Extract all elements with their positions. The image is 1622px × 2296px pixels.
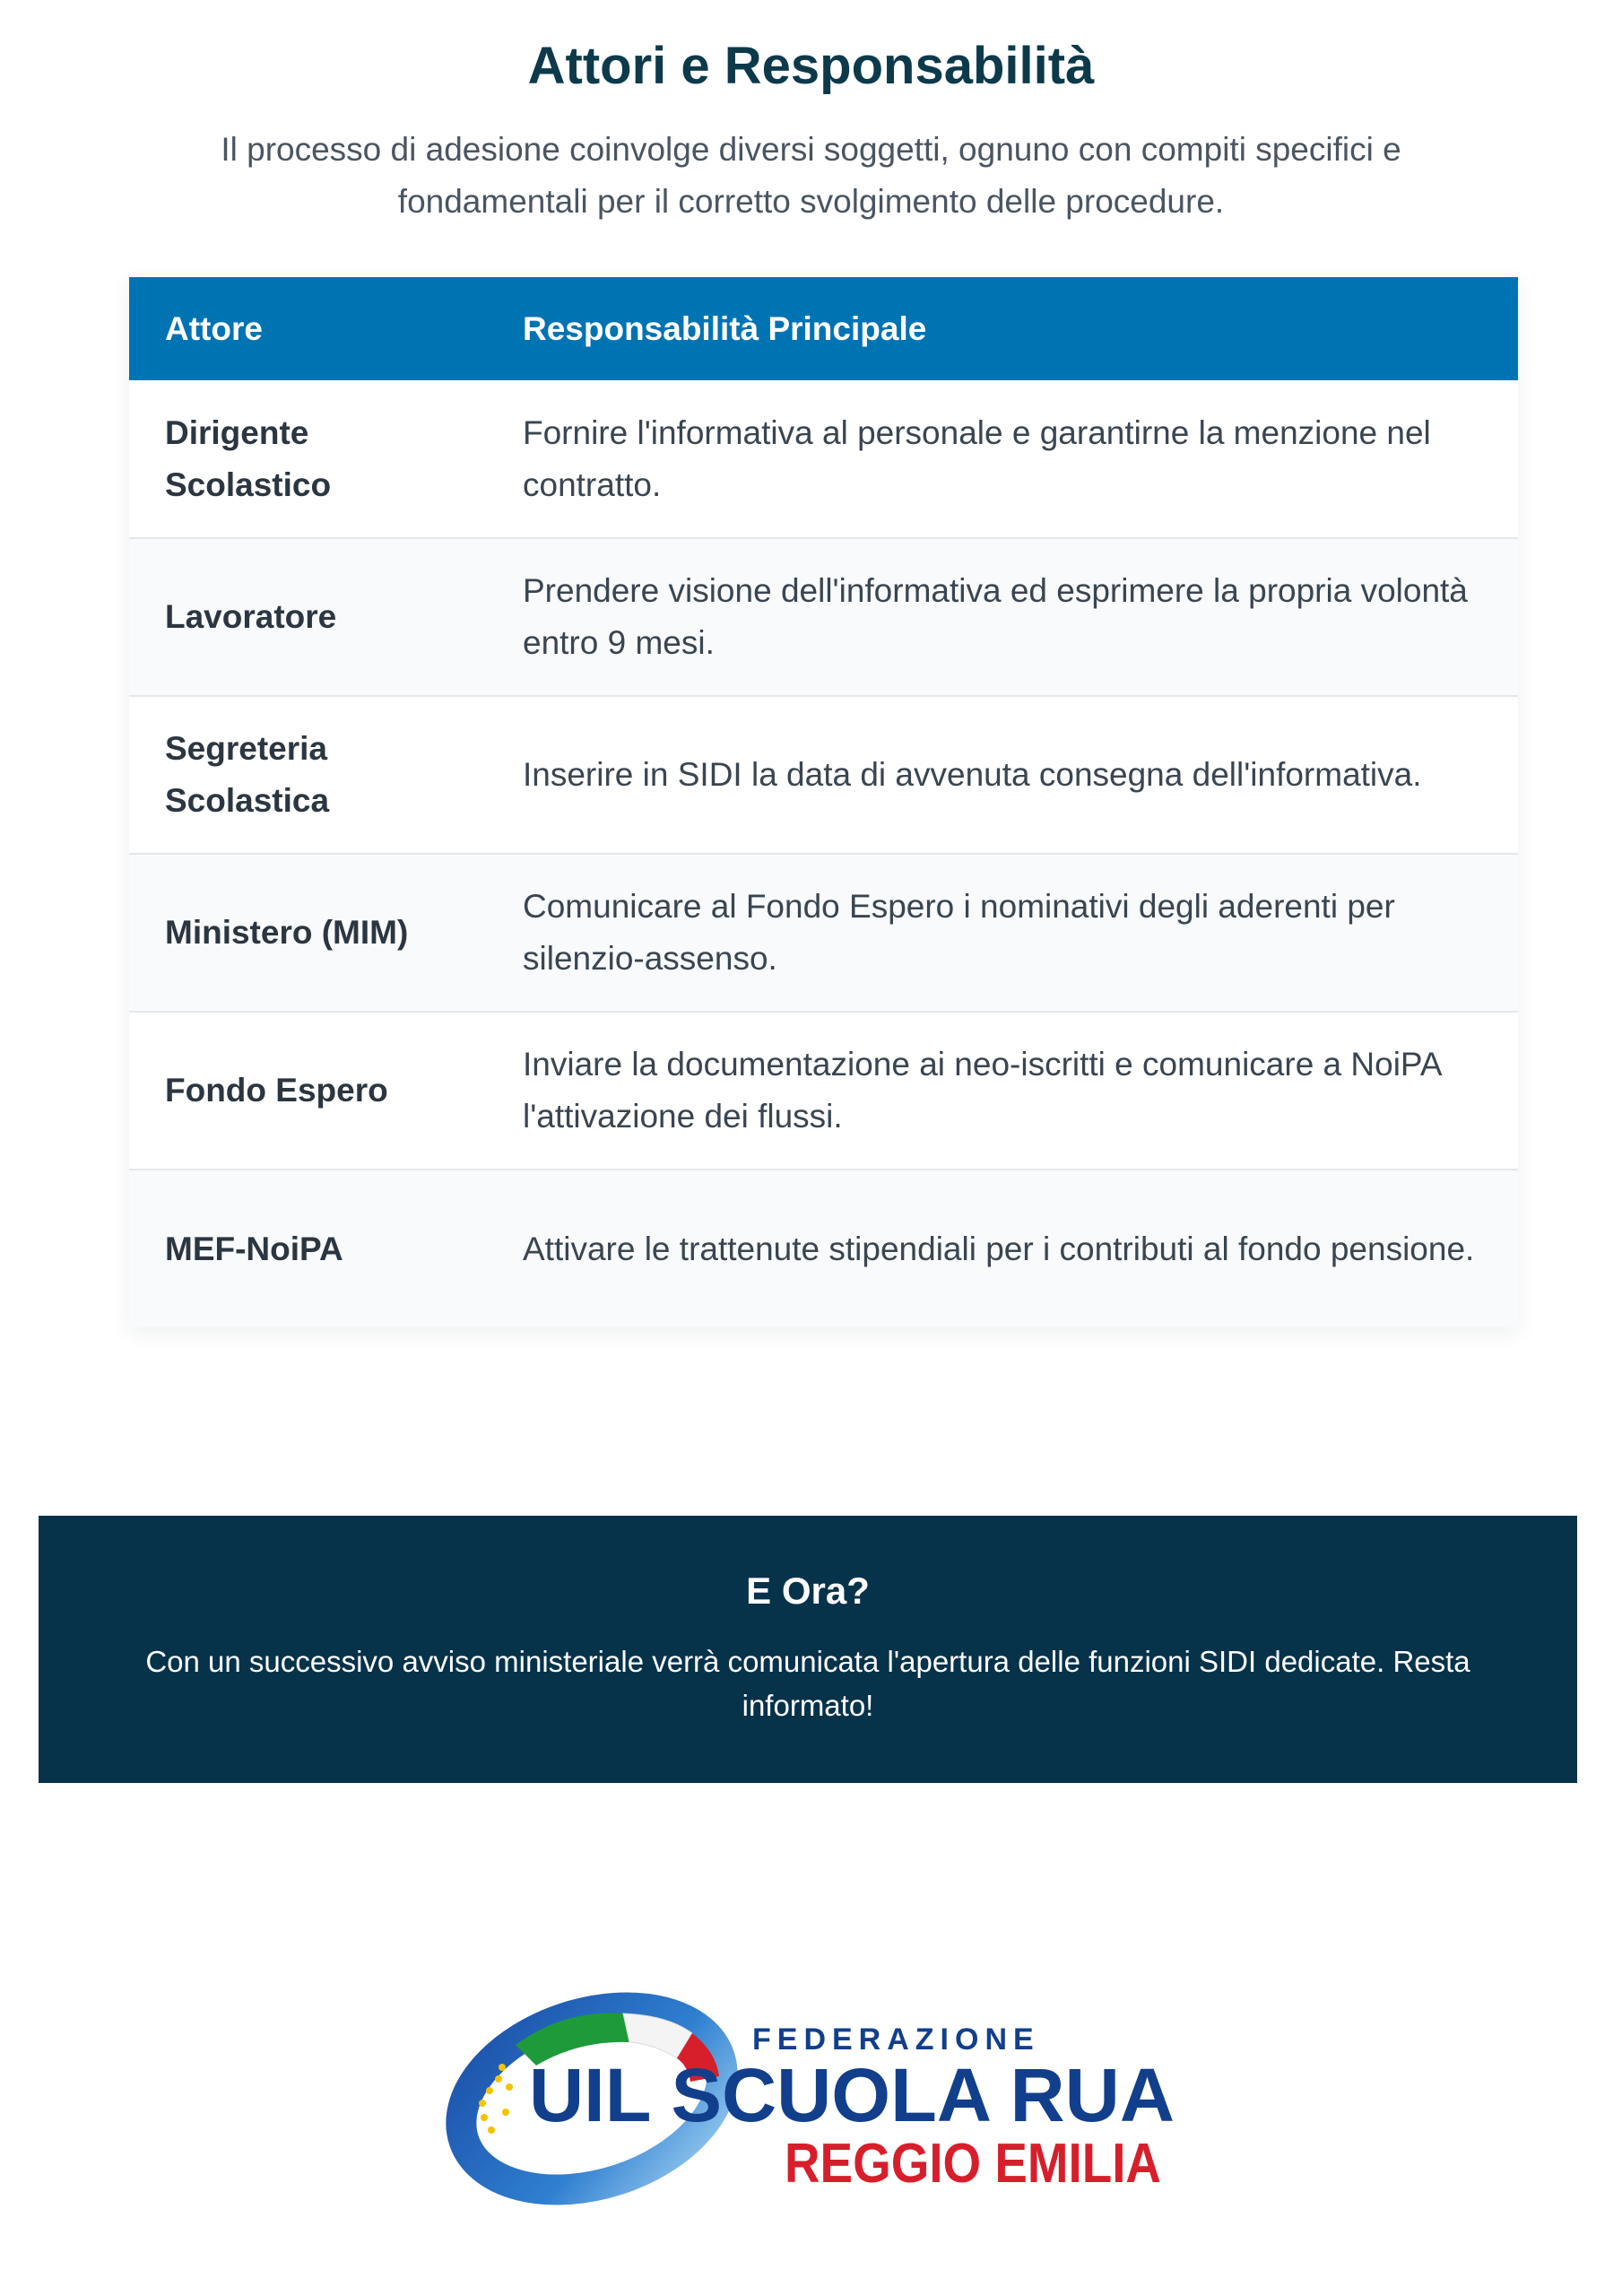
banner-text: Con un successivo avviso ministeriale verrà comunicata l'apertura delle funzioni SIDI dedicate. Resta informato! [145,1645,1470,1722]
actor-cell: Ministero (MIM) [165,914,409,951]
responsibility-cell: Inviare la documentazione ai neo-iscritti e comunicare a NoiPA l'attivazione dei flussi. [523,1046,1441,1135]
actor-cell: Dirigente Scolastico [165,413,332,503]
info-banner [39,1516,1577,1783]
column-header-responsibility: Responsabilità Principale [523,309,927,347]
intro-text: Il processo di adesione coinvolge diversi soggetti, ognuno con compiti specifici e fondamentali per il corretto svolgimento delle procedure. [221,131,1401,220]
responsibility-cell: Inserire in SIDI la data di avvenuta consegna dell'informativa. [523,756,1422,793]
responsibility-cell: Attivare le trattenute stipendiali per i contributi al fondo pensione. [523,1230,1475,1267]
table-row [129,1012,1518,1170]
logo-graphic [430,1969,1184,2220]
table-row [129,380,1518,538]
responsibility-cell: Prendere visione dell'informativa ed esprimere la propria volontà entro 9 mesi. [523,572,1468,661]
logo-line-1: FEDERAZIONE [752,2022,1040,2057]
actors-table [129,277,1518,1327]
responsibility-cell: Fornire l'informativa al personale e garantirne la menzione nel contratto. [523,413,1431,503]
table-row [129,1170,1518,1327]
page-title: Attori e Responsabilità [527,37,1095,95]
actor-cell: Lavoratore [165,598,337,635]
column-header-actor: Attore [165,309,263,347]
logo-line-3: REGGIO EMILIA [785,2133,1161,2195]
actor-cell: MEF-NoiPA [165,1230,343,1267]
actor-cell: Fondo Espero [165,1072,388,1109]
banner-title: E Ora? [746,1570,870,1612]
uil-scuola-logo [430,1969,1184,2220]
responsibility-cell: Comunicare al Fondo Espero i nominativi degli aderenti per silenzio-assenso. [523,888,1395,977]
table-header-row [129,277,1518,380]
table-row [129,696,1518,854]
actor-cell: Segreteria Scolastica [165,730,330,819]
table-row [129,854,1518,1012]
logo-line-2: UIL SCUOLA RUA [529,2053,1175,2137]
table-row [129,538,1518,696]
